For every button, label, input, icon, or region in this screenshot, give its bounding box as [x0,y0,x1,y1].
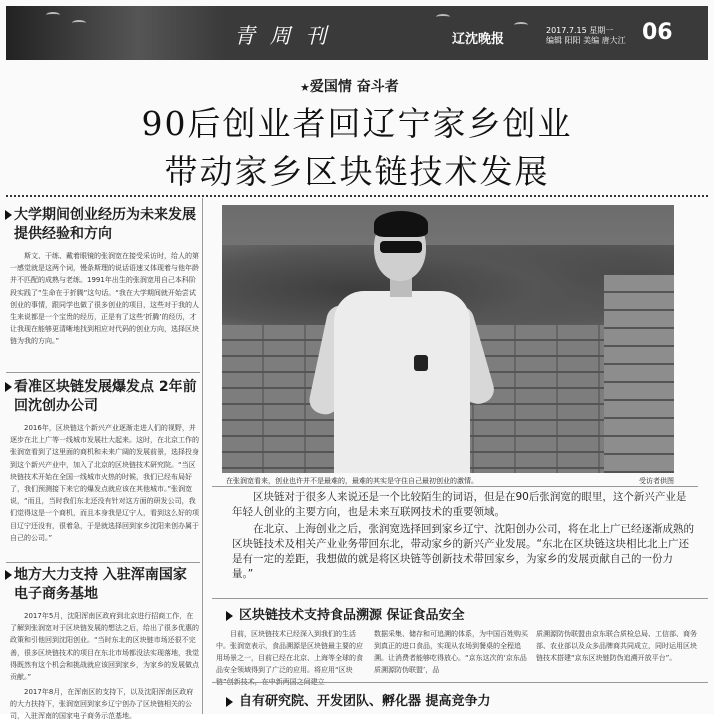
left-section-title [14,566,200,604]
photo-credit: 受访者供图 [639,477,674,485]
left-section-body: 2017年8月，在浑南区的支持下，以及沈阳浑南区政府的大力扶持下，张润宽回到家乡辽宁创办了区块链相关的公司，入驻浑南的国家电子商务示范基地。 [10,688,194,721]
kicker-text: 爱国情 奋斗者 [309,79,399,95]
watchtower [604,275,674,473]
left-section-title-text: 大学期间创业经历为未来发展提供经验和方向 [14,207,196,242]
bird-icon [46,12,60,18]
newspaper-name: 辽沈晚报 [452,32,505,47]
column-divider [202,198,203,714]
subsection-title-text: 自有研究院、开发团队、孵化器 提高竞争力 [239,694,491,709]
left-column [6,198,200,721]
person-figure [334,291,470,473]
subsection-title [226,690,491,709]
body-paragraph: 在北京、上海创业之后，张润宽选择回到家乡辽宁、沈阳创办公司，将在北上广已经逐渐成熟的区块链技术及相关产业业务带回东北，带动家乡的新兴产业发展。“东北在区块链这块相比北上广还是有一定的差距，我想做的就是将区块链等创新技术带回家乡，为家乡的发展贡献自己的一份力量。” [232,523,694,580]
left-section-body: 斯文、干练、戴着眼镜的张润宽在接受采访时，给人的第一感觉就是这两个词，慢条斯理的说话语速又体现着与他年龄并不匹配的成熟与老练。1991年出生的张润宽用自己本科阶段实践了“生命在于折腾”这句话。“我在大学期间就开始尝试创业的事情，跟同学也做了很多创业的项目，这些对于我的人生来说都是一个宝贵的经历，正是有了这些‘折腾’的经历，才让我现在能够更清晰地找到相应对代码的创业方向，选择区块链为我的方向。” [10,252,199,346]
subsection-body-col3: 质溯源防伪联盟由京东联合质检总局、工信部、商务部、农业部以及众多品牌商共同成立，同时运用区块链技术搭建“京东区块链防伪追溯开放平台”。 [536,630,697,662]
left-section-title-text: 看准区块链发展爆发点 2年前回沈创办公司 [14,379,197,414]
shirt-logo-icon [414,355,428,371]
triangle-bullet-icon [5,570,12,580]
section-divider [6,372,200,373]
page-number: 06 [642,20,673,45]
section-divider [212,598,708,599]
issue-date-line1: 2017.7.15 星期一 [546,26,614,35]
subsection-body-col1: 目前，区块链技术已经深入到我们的生活中。张润宽表示，食品溯源是区块链最主要的应用场景之一，目前已经在北京、上海等全球的食品安全领域得到了广泛的应用。将应用“区块链”创新技术，在中新两国之间建立 [216,630,363,686]
left-section-title [14,378,200,416]
left-section-title [14,206,200,244]
subsection-title-text: 区块链技术支持食品溯源 保证食品安全 [239,608,465,623]
triangle-bullet-icon [5,210,12,220]
left-section-body: 2016年，区块链这个新兴产业逐渐走进人们的视野，并逐步在北上广等一线城市发展壮大起来。这时，在北京工作的张润宽看到了这里面的商机和未来广阔的发展前景，选择投身到这个新兴产业中，加入了北京的区块链技术研究院。“当区块链技术开始在全国一线城市火热的时候，我们已经布局好了，我们预测接下来它的爆发点就应该在其他城市。”张润宽说，“而且，当时我们东北还没有针对这方面的研发公司，我们觉得这是一个商机，而且本身我是辽宁人，看到这么好的项目辽宁还没有，很着急，于是就选择回到家乡沈阳来创办属于自己的公司。” [10,424,199,542]
kicker [300,76,399,96]
bird-icon [72,20,86,26]
page-header [6,6,708,60]
bird-icon [514,22,528,28]
issue-date [546,26,626,46]
triangle-bullet-icon [5,382,12,392]
left-section-title-text: 地方大力支持 入驻浑南国家电子商务基地 [14,567,187,602]
headline-line1: 90后创业者回辽宁家乡创业 [141,104,573,143]
header-decoration [6,6,226,60]
triangle-bullet-icon [226,697,233,707]
section-divider [6,562,200,563]
intro-paragraph: 区块链对于很多人来说还是一个比较陌生的词语，但是在90后张润宽的眼里，这个新兴产业是年轻人创业的主要方向，也是未来互联网技术的重要领域。 [232,491,687,518]
left-section-body: 2017年5月，沈阳浑南区政府到北京进行招商工作，在了解到张润宽对于区块链发展的想法之后，给出了很多优惠的政策和引他回到沈阳创业。“当时东北的区块链市场还很不完善，很多区块链技术的项目在东北市场都没法实现落地，我觉得既然有这个机会和挑战就应该回到家乡，为家乡的发展做点贡献。” [10,612,199,682]
feature-photo [222,205,674,473]
subsection-body-col2: 数据采集、储存和可追溯的体系，为中国百姓购买到真正的进口食品，实现从农场到餐桌的全程追溯。让消费者能够吃得放心。“京东这次的‘京东品质溯源防伪联盟’，品 [374,630,528,674]
photo-caption [226,476,678,486]
dotted-divider [6,195,708,197]
photo-caption-text: 在张润宽看来，创业也许并不是最难的，最难的其实是守住自己最初创业的激情。 [226,477,478,485]
headline-line2: 带动家乡区块链技术发展 [164,152,550,191]
bird-icon [436,14,450,20]
column-title: 青 周 刊 [234,24,331,48]
subsection-title [226,604,465,623]
issue-editors: 编辑 阳阳 美编 唐大江 [546,36,626,45]
star-icon: ★ [300,81,310,94]
triangle-bullet-icon [226,611,233,621]
section-divider [212,682,708,683]
caption-rule [212,486,698,487]
sunglasses-icon [380,241,422,253]
